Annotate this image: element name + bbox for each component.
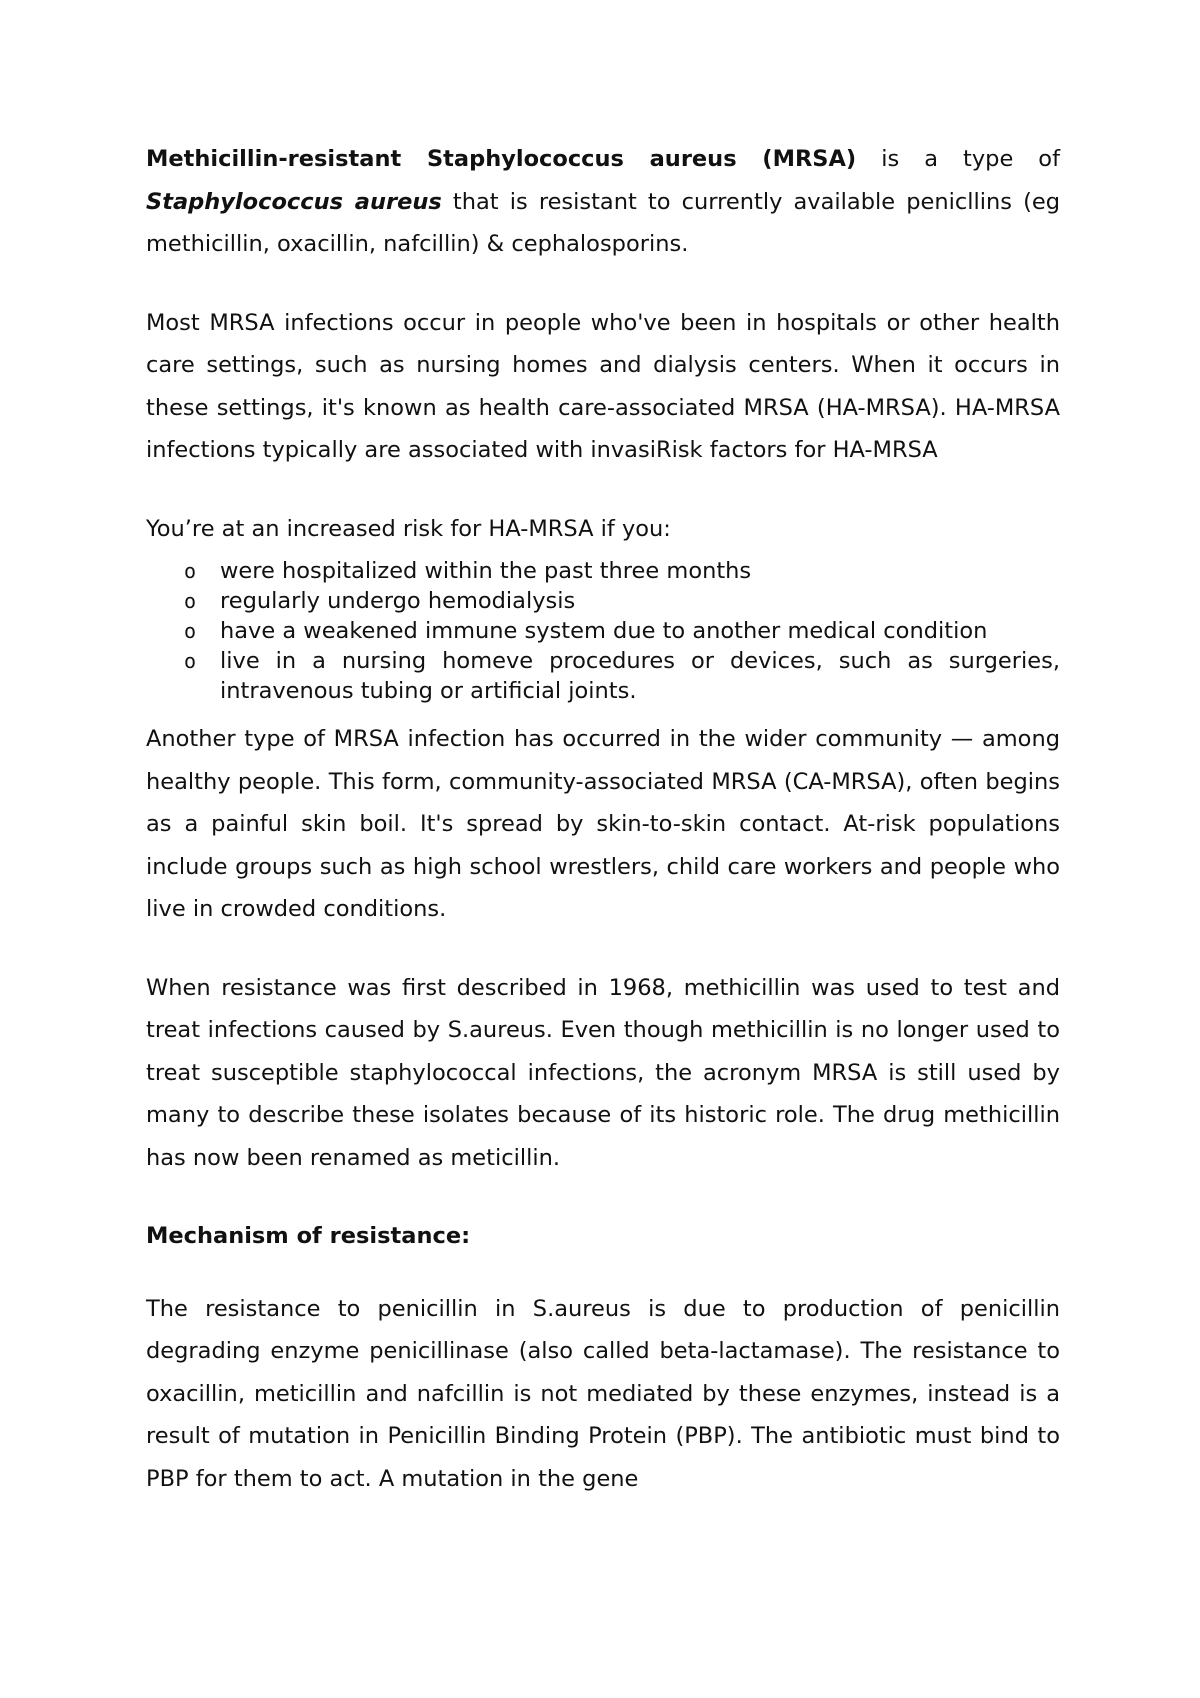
list-item-text: live in a nursing homeve procedures or devices, such as surgeries, intravenous tubing or artificial joints. (220, 648, 1060, 704)
paragraph-spacer (146, 931, 1060, 967)
circle-bullet-icon: o (184, 619, 197, 643)
list-item (146, 616, 1060, 646)
mechanism-heading: Mechanism of resistance: (146, 1223, 471, 1249)
document-page (146, 138, 1060, 1500)
ha-mrsa-paragraph: Most MRSA infections occur in people who've been in hospitals or other health care settings, such as nursing homes and dialysis centers. When it occurs in these settings, it's known as health care-associated MRSA (HA-MRSA). HA-MRSA infections typically are associated with invasiRisk factors for HA-MRSA (146, 309, 1060, 463)
paragraph-spacer (146, 472, 1060, 508)
intro-paragraph (146, 138, 1060, 266)
organism-name: Staphylococcus aureus (146, 188, 442, 215)
list-item-text: have a weakened immune system due to another medical condition (220, 618, 988, 644)
intro-text-2: that is resistant to currently available penicllins (eg methicillin, oxacillin, nafcillin) & cephalosporins. (146, 188, 1060, 257)
paragraph-spacer (146, 1258, 1060, 1288)
history-paragraph: When resistance was first described in 1968, methicillin was used to test and treat infections caused by S.aureus. Even though methicillin is no longer used to treat susceptible staphylococcal infections, the acronym MRSA is still used by many to describe these isolates because of its historic role. The drug methicillin has now been renamed as meticillin. (146, 974, 1060, 1171)
intro-text-1: is a type of (856, 146, 1060, 172)
list-item-text: regularly undergo hemodialysis (220, 588, 576, 614)
list-item (146, 556, 1060, 586)
mechanism-paragraph: The resistance to penicillin in S.aureus is due to production of penicillin degrading enzyme penicillinase (also called beta-lactamase). The resistance to oxacillin, meticillin and nafcillin is not mediated by these enzymes, instead is a result of mutation in Penicillin Binding Protein (PBP). The antibiotic must bind to PBP for them to act. A mutation in the gene (146, 1295, 1060, 1492)
risk-factor-list (146, 556, 1060, 706)
ca-mrsa-paragraph: Another type of MRSA infection has occurred in the wider community — among healthy people. This form, community-associated MRSA (CA-MRSA), often begins as a painful skin boil. It's spread by skin-to-skin contact. At-risk populations include groups such as high school wrestlers, child care workers and people who live in crowded conditions. (146, 726, 1060, 922)
risk-intro: You’re at an increased risk for HA-MRSA if you: (146, 515, 671, 542)
mrsa-term: Methicillin-resistant Staphylococcus aureus (MRSA) (146, 146, 857, 172)
paragraph-spacer (146, 1179, 1060, 1215)
circle-bullet-icon: o (184, 589, 197, 613)
list-item (146, 646, 1060, 706)
circle-bullet-icon: o (184, 559, 197, 583)
circle-bullet-icon: o (184, 649, 197, 673)
paragraph-spacer (146, 266, 1060, 302)
list-item-text: were hospitalized within the past three months (220, 558, 752, 584)
list-item (146, 586, 1060, 616)
